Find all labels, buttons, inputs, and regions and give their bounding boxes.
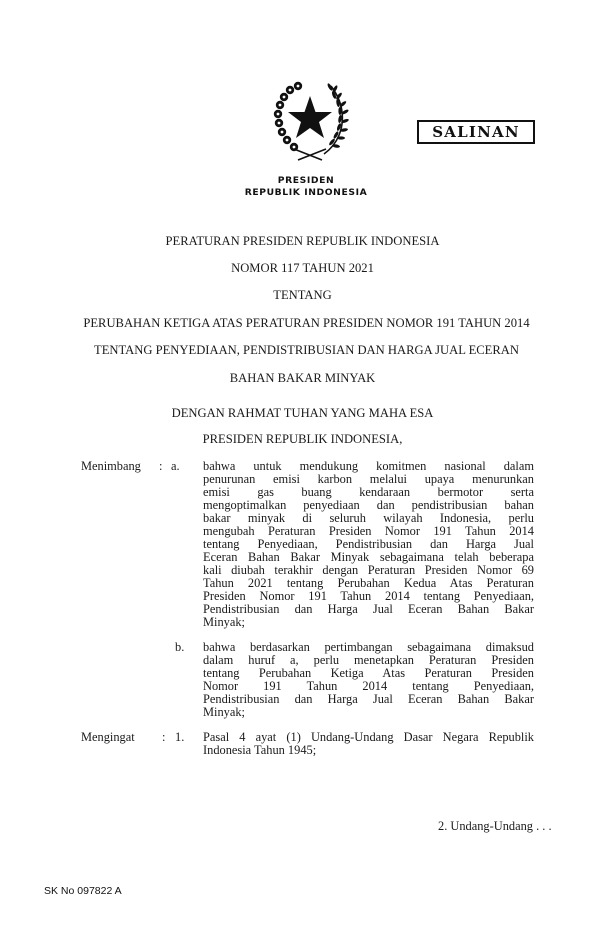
text-line: Minyak; <box>203 615 245 629</box>
text-line: mengoptimalkan penyediaan dan pendistribusian bahan <box>203 498 534 512</box>
text-line: Minyak; <box>203 705 245 719</box>
next-page-reference: 2. Undang-Undang . . . <box>438 819 552 833</box>
emblem-caption-republik: REPUBLIK INDONESIA <box>244 187 368 198</box>
document-serial-number: SK No 097822 A <box>44 885 122 897</box>
regulation-title: PERATURAN PRESIDEN REPUBLIK INDONESIA <box>165 234 440 248</box>
regulation-number: NOMOR 117 TAHUN 2021 <box>231 261 374 275</box>
text-line: Tahun 2021 tentang Perubahan Kedua Atas Peraturan <box>203 576 534 590</box>
text-line: Pasal 4 ayat (1) Undang-Undang Dasar Negara Republik <box>203 730 534 744</box>
regulation-tentang: TENTANG <box>273 288 332 302</box>
text-line: bahwa untuk mendukung komitmen nasional dalam <box>203 459 534 473</box>
regulation-subject-line-1: PERUBAHAN KETIGA ATAS PERATURAN PRESIDEN NOMOR 191 TAHUN 2014 <box>83 316 530 330</box>
regulation-subject-line-3: BAHAN BAKAR MINYAK <box>229 371 376 385</box>
text-line: emisi gas buang kendaraan bermotor serta <box>203 485 534 499</box>
emblem-caption-presiden: PRESIDEN <box>277 175 335 186</box>
salinan-stamp-label: SALINAN <box>432 123 520 141</box>
preamble-invocation: DENGAN RAHMAT TUHAN YANG MAHA ESA <box>171 406 434 420</box>
menimbang-colon: : <box>159 459 163 473</box>
preamble-president: PRESIDEN REPUBLIK INDONESIA, <box>202 432 403 446</box>
mengingat-colon: : <box>162 730 166 744</box>
text-line: tentang Perubahan Ketiga Atas Peraturan Presiden <box>203 666 534 680</box>
text-line: bahwa berdasarkan pertimbangan sebagaimana dimaksud <box>203 640 534 654</box>
text-line: mengubah Peraturan Presiden Nomor 191 Tahun 2014 <box>203 524 534 538</box>
text-line: tentang Penyediaan, Pendistribusian dan Harga Jual <box>203 537 534 551</box>
text-line: Presiden Nomor 191 Tahun 2014 tentang Penyediaan, <box>203 589 534 603</box>
text-line: kali diubah terakhir dengan Peraturan Presiden Nomor 69 <box>203 563 534 577</box>
menimbang-item-a-marker: a. <box>171 459 180 473</box>
text-line: Indonesia Tahun 1945; <box>203 743 317 757</box>
menimbang-label: Menimbang <box>81 459 141 473</box>
text-line: Pendistribusian dan Harga Jual Eceran Bahan Bakar <box>203 602 534 616</box>
mengingat-item-1-marker: 1. <box>175 730 185 744</box>
text-line: Nomor 191 Tahun 2014 tentang Penyediaan, <box>203 679 534 693</box>
text-line: dalam huruf a, perlu menetapkan Peraturan Presiden <box>203 653 534 667</box>
text-line: bakar minyak di seluruh wilayah Indonesia, perlu <box>203 511 534 525</box>
salinan-stamp <box>417 120 535 144</box>
regulation-subject-line-2: TENTANG PENYEDIAAN, PENDISTRIBUSIAN DAN HARGA JUAL ECERAN <box>94 343 519 357</box>
text-line: penurunan emisi karbon melalui upaya menurunkan <box>203 472 534 486</box>
text-line: Pendistribusian dan Harga Jual Eceran Bahan Bakar <box>203 692 534 706</box>
text-line: Eceran Bahan Bakar Minyak sebagaimana telah beberapa <box>203 550 534 564</box>
menimbang-item-b-marker: b. <box>175 640 185 654</box>
mengingat-label: Mengingat <box>81 730 135 744</box>
garuda-presidential-emblem-icon <box>268 74 352 170</box>
